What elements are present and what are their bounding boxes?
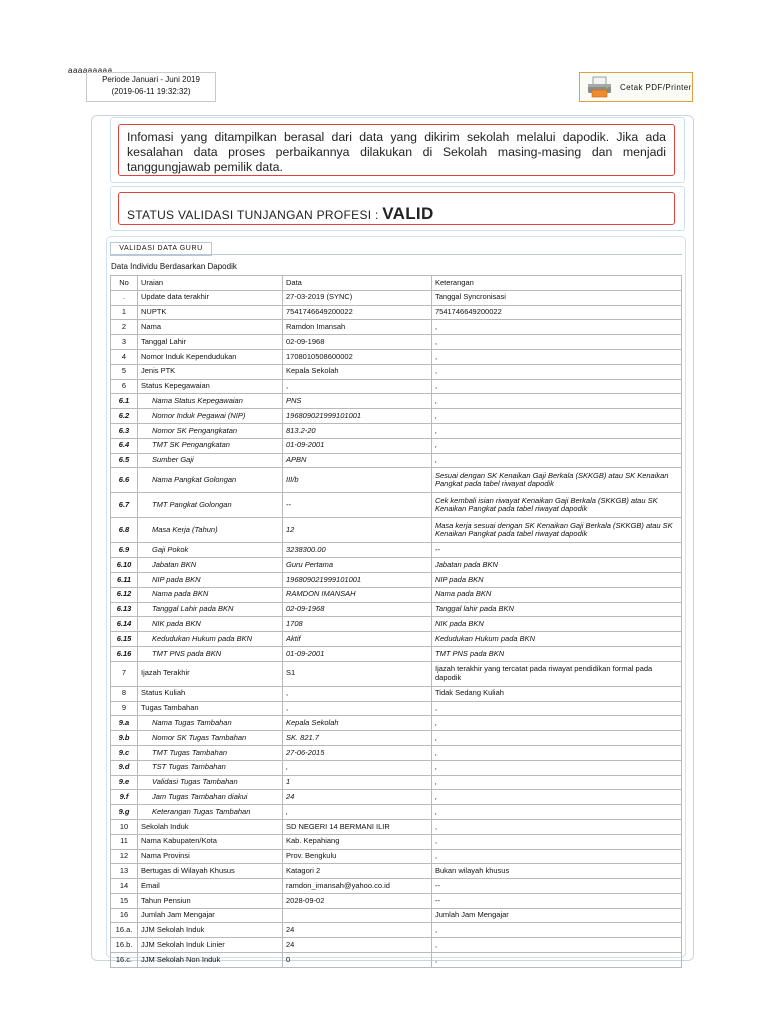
cell-uraian: TST Tugas Tambahan bbox=[138, 760, 283, 775]
cell-uraian: Nama Pangkat Golongan bbox=[138, 468, 283, 493]
cell-data: 02-09-1968 bbox=[283, 335, 432, 350]
status-line bbox=[127, 204, 434, 224]
cell-no: 6 bbox=[111, 379, 138, 394]
cell-uraian: Nama Kabupaten/Kota bbox=[138, 834, 283, 849]
cell-keterangan: NIP pada BKN bbox=[432, 572, 682, 587]
table-header-row bbox=[111, 276, 682, 291]
cell-no: 9.c bbox=[111, 745, 138, 760]
print-pdf-button[interactable] bbox=[579, 72, 693, 102]
cell-uraian: Ijazah Terakhir bbox=[138, 661, 283, 686]
cell-uraian: Tanggal Lahir pada BKN bbox=[138, 602, 283, 617]
table-row bbox=[111, 745, 682, 760]
cell-keterangan: , bbox=[432, 775, 682, 790]
cell-data: -- bbox=[283, 493, 432, 518]
cell-data: Kepala Sekolah bbox=[283, 364, 432, 379]
cell-data: Kab. Kepahiang bbox=[283, 834, 432, 849]
table-row bbox=[111, 572, 682, 587]
table-row bbox=[111, 493, 682, 518]
table-row bbox=[111, 587, 682, 602]
status-box bbox=[118, 192, 675, 225]
cell-keterangan: , bbox=[432, 349, 682, 364]
cell-no: 9.b bbox=[111, 731, 138, 746]
table-row bbox=[111, 893, 682, 908]
cell-data: 27-03-2019 (SYNC) bbox=[283, 290, 432, 305]
cell-data: 02-09-1968 bbox=[283, 602, 432, 617]
status-value: VALID bbox=[382, 204, 434, 223]
table-row bbox=[111, 409, 682, 424]
cell-data: APBN bbox=[283, 453, 432, 468]
cell-uraian: NIK pada BKN bbox=[138, 617, 283, 632]
cell-no: 6.1 bbox=[111, 394, 138, 409]
cell-data: RAMDON IMANSAH bbox=[283, 587, 432, 602]
cell-keterangan: Sesuai dengan SK Kenaikan Gaji Berkala (SKKGB) atau SK Kenaikan Pangkat pada tabel riwayat dapodik bbox=[432, 468, 682, 493]
cell-no: 9.e bbox=[111, 775, 138, 790]
cell-data: Katagori 2 bbox=[283, 864, 432, 879]
cell-uraian: Nomor Induk Pegawai (NIP) bbox=[138, 409, 283, 424]
cell-no: 6.4 bbox=[111, 438, 138, 453]
table-row bbox=[111, 320, 682, 335]
table-row bbox=[111, 364, 682, 379]
cell-keterangan: -- bbox=[432, 543, 682, 558]
cell-data: Prov. Bengkulu bbox=[283, 849, 432, 864]
cell-data: 24 bbox=[283, 938, 432, 953]
cell-uraian: Nama Status Kepegawaian bbox=[138, 394, 283, 409]
period-timestamp: (2019-06-11 19:32:32) bbox=[111, 87, 191, 96]
table-row bbox=[111, 834, 682, 849]
cell-keterangan: Cek kembali isian riwayat Kenaikan Gaji Berkala (SKKGB) atau SK Kenaikan Pangkat pada tabel riwayat dapodik bbox=[432, 493, 682, 518]
table-row bbox=[111, 805, 682, 820]
cell-data: 12 bbox=[283, 518, 432, 543]
cell-no: 6.16 bbox=[111, 646, 138, 661]
table-row bbox=[111, 923, 682, 938]
cell-keterangan: Tidak Sedang Kuliah bbox=[432, 686, 682, 701]
cell-no: 9.d bbox=[111, 760, 138, 775]
cell-uraian: Nomor SK Pengangkatan bbox=[138, 423, 283, 438]
cell-keterangan: -- bbox=[432, 893, 682, 908]
cell-no: 6.2 bbox=[111, 409, 138, 424]
cell-keterangan: , bbox=[432, 701, 682, 716]
top-label: aaaaaaaaa bbox=[68, 66, 113, 75]
header-keterangan: Keterangan bbox=[432, 276, 682, 291]
header-no: No bbox=[111, 276, 138, 291]
cell-keterangan: , bbox=[432, 923, 682, 938]
cell-data: PNS bbox=[283, 394, 432, 409]
table-row bbox=[111, 349, 682, 364]
cell-data: 1708010508600002 bbox=[283, 349, 432, 364]
cell-no: 14 bbox=[111, 879, 138, 894]
table-row bbox=[111, 864, 682, 879]
header-uraian: Uraian bbox=[138, 276, 283, 291]
table-row bbox=[111, 543, 682, 558]
status-label: STATUS VALIDASI TUNJANGAN PROFESI : bbox=[127, 208, 383, 222]
cell-uraian: Nama pada BKN bbox=[138, 587, 283, 602]
cell-data: , bbox=[283, 686, 432, 701]
cell-uraian: Nama Provinsi bbox=[138, 849, 283, 864]
cell-data: 24 bbox=[283, 790, 432, 805]
cell-no: 6.3 bbox=[111, 423, 138, 438]
validation-table bbox=[110, 275, 682, 968]
cell-no: 6.15 bbox=[111, 632, 138, 647]
table-row bbox=[111, 879, 682, 894]
cell-no: 16.a. bbox=[111, 923, 138, 938]
cell-uraian: NUPTK bbox=[138, 305, 283, 320]
cell-keterangan: , bbox=[432, 453, 682, 468]
cell-no: 1 bbox=[111, 305, 138, 320]
cell-no: 12 bbox=[111, 849, 138, 864]
cell-data: 1708 bbox=[283, 617, 432, 632]
cell-keterangan: Kedudukan Hukum pada BKN bbox=[432, 632, 682, 647]
table-row bbox=[111, 518, 682, 543]
table-row bbox=[111, 423, 682, 438]
cell-data: 3238300.00 bbox=[283, 543, 432, 558]
cell-keterangan: Jumlah Jam Mengajar bbox=[432, 908, 682, 923]
cell-data: , bbox=[283, 379, 432, 394]
cell-no: 8 bbox=[111, 686, 138, 701]
cell-uraian: Sekolah Induk bbox=[138, 819, 283, 834]
cell-uraian: Masa Kerja (Tahun) bbox=[138, 518, 283, 543]
table-row bbox=[111, 716, 682, 731]
cell-keterangan: , bbox=[432, 760, 682, 775]
cell-uraian: TMT Pangkat Golongan bbox=[138, 493, 283, 518]
cell-uraian: Bertugas di Wilayah Khusus bbox=[138, 864, 283, 879]
cell-keterangan: , bbox=[432, 745, 682, 760]
table-subtitle: Data Individu Berdasarkan Dapodik bbox=[111, 262, 237, 271]
cell-data: 813.2-20 bbox=[283, 423, 432, 438]
cell-uraian: Jumlah Jam Mengajar bbox=[138, 908, 283, 923]
cell-no: 9.a bbox=[111, 716, 138, 731]
cell-no: 15 bbox=[111, 893, 138, 908]
table-row bbox=[111, 646, 682, 661]
cell-data: 27-06-2015 bbox=[283, 745, 432, 760]
cell-data: 0 bbox=[283, 953, 432, 968]
cell-keterangan: , bbox=[432, 731, 682, 746]
cell-data: 2028-09-02 bbox=[283, 893, 432, 908]
cell-uraian: Tanggal Lahir bbox=[138, 335, 283, 350]
table-row bbox=[111, 335, 682, 350]
table-row bbox=[111, 953, 682, 968]
cell-no: 7 bbox=[111, 661, 138, 686]
cell-keterangan: 7541746649200022 bbox=[432, 305, 682, 320]
cell-no: 6.13 bbox=[111, 602, 138, 617]
table-row bbox=[111, 438, 682, 453]
cell-keterangan: , bbox=[432, 394, 682, 409]
cell-data: Aktif bbox=[283, 632, 432, 647]
cell-keterangan: , bbox=[432, 834, 682, 849]
cell-no: 6.12 bbox=[111, 587, 138, 602]
cell-no: 10 bbox=[111, 819, 138, 834]
cell-keterangan: , bbox=[432, 335, 682, 350]
cell-uraian: Status Kuliah bbox=[138, 686, 283, 701]
table-row bbox=[111, 453, 682, 468]
cell-uraian: Keterangan Tugas Tambahan bbox=[138, 805, 283, 820]
table-row bbox=[111, 394, 682, 409]
cell-data: 01-09-2001 bbox=[283, 646, 432, 661]
table-row bbox=[111, 908, 682, 923]
cell-keterangan: , bbox=[432, 938, 682, 953]
cell-data: , bbox=[283, 701, 432, 716]
cell-data: SD NEGERI 14 BERMANI ILIR bbox=[283, 819, 432, 834]
cell-no: . bbox=[111, 290, 138, 305]
cell-no: 16.c. bbox=[111, 953, 138, 968]
cell-keterangan: , bbox=[432, 849, 682, 864]
table-row bbox=[111, 290, 682, 305]
cell-uraian: Nama Tugas Tambahan bbox=[138, 716, 283, 731]
cell-keterangan: , bbox=[432, 790, 682, 805]
cell-data bbox=[283, 908, 432, 923]
cell-keterangan: , bbox=[432, 379, 682, 394]
cell-no: 6.6 bbox=[111, 468, 138, 493]
cell-keterangan: Bukan wilayah khusus bbox=[432, 864, 682, 879]
cell-uraian: Sumber Gaji bbox=[138, 453, 283, 468]
cell-keterangan: Tanggal lahir pada BKN bbox=[432, 602, 682, 617]
cell-keterangan: Ijazah terakhir yang tercatat pada riwayat pendidikan formal pada dapodik bbox=[432, 661, 682, 686]
cell-no: 4 bbox=[111, 349, 138, 364]
cell-uraian: JJM Sekolah Induk bbox=[138, 923, 283, 938]
period-box bbox=[86, 72, 216, 102]
table-row bbox=[111, 632, 682, 647]
printer-icon bbox=[586, 76, 613, 98]
cell-uraian: Jam Tugas Tambahan diakui bbox=[138, 790, 283, 805]
cell-keterangan: Tanggal Syncronisasi bbox=[432, 290, 682, 305]
tab-validasi-data-guru[interactable]: VALIDASI DATA GURU bbox=[110, 242, 212, 256]
table-row bbox=[111, 760, 682, 775]
cell-data: 196809021999101001 bbox=[283, 572, 432, 587]
table-row bbox=[111, 938, 682, 953]
table-row bbox=[111, 686, 682, 701]
cell-data: S1 bbox=[283, 661, 432, 686]
table-row bbox=[111, 731, 682, 746]
cell-no: 6.11 bbox=[111, 572, 138, 587]
cell-uraian: JJM Sekolah Induk Linier bbox=[138, 938, 283, 953]
table-row bbox=[111, 790, 682, 805]
cell-keterangan: , bbox=[432, 716, 682, 731]
cell-data: Kepala Sekolah bbox=[283, 716, 432, 731]
cell-uraian: TMT SK Pengangkatan bbox=[138, 438, 283, 453]
cell-uraian: NIP pada BKN bbox=[138, 572, 283, 587]
table-row bbox=[111, 305, 682, 320]
table-row bbox=[111, 819, 682, 834]
header-data: Data bbox=[283, 276, 432, 291]
table-row bbox=[111, 849, 682, 864]
cell-uraian: Kedudukan Hukum pada BKN bbox=[138, 632, 283, 647]
cell-keterangan: , bbox=[432, 805, 682, 820]
cell-uraian: Validasi Tugas Tambahan bbox=[138, 775, 283, 790]
cell-keterangan: -- bbox=[432, 879, 682, 894]
cell-no: 6.9 bbox=[111, 543, 138, 558]
cell-uraian: Status Kepegawaian bbox=[138, 379, 283, 394]
cell-keterangan: , bbox=[432, 364, 682, 379]
cell-data: 1 bbox=[283, 775, 432, 790]
cell-data: Ramdon Imansah bbox=[283, 320, 432, 335]
cell-keterangan: Jabatan pada BKN bbox=[432, 558, 682, 573]
table-row bbox=[111, 468, 682, 493]
table-row bbox=[111, 602, 682, 617]
cell-data: SK. 821.7 bbox=[283, 731, 432, 746]
cell-no: 5 bbox=[111, 364, 138, 379]
cell-uraian: Nama bbox=[138, 320, 283, 335]
cell-data: , bbox=[283, 760, 432, 775]
cell-no: 3 bbox=[111, 335, 138, 350]
cell-no: 6.5 bbox=[111, 453, 138, 468]
cell-data: 24 bbox=[283, 923, 432, 938]
table-row bbox=[111, 701, 682, 716]
period-range: Periode Januari - Juni 2019 bbox=[102, 75, 200, 84]
cell-no: 11 bbox=[111, 834, 138, 849]
cell-no: 2 bbox=[111, 320, 138, 335]
cell-keterangan: , bbox=[432, 409, 682, 424]
cell-uraian: Nomor SK Tugas Tambahan bbox=[138, 731, 283, 746]
cell-no: 9 bbox=[111, 701, 138, 716]
cell-keterangan: , bbox=[432, 438, 682, 453]
cell-keterangan: , bbox=[432, 423, 682, 438]
cell-uraian: TMT Tugas Tambahan bbox=[138, 745, 283, 760]
cell-no: 9.g bbox=[111, 805, 138, 820]
cell-data: Guru Pertama bbox=[283, 558, 432, 573]
cell-no: 16 bbox=[111, 908, 138, 923]
cell-uraian: Jabatan BKN bbox=[138, 558, 283, 573]
cell-uraian: Jenis PTK bbox=[138, 364, 283, 379]
table-row bbox=[111, 617, 682, 632]
cell-uraian: TMT PNS pada BKN bbox=[138, 646, 283, 661]
cell-data: 196809021999101001 bbox=[283, 409, 432, 424]
cell-uraian: Nomor Induk Kependudukan bbox=[138, 349, 283, 364]
cell-keterangan: , bbox=[432, 953, 682, 968]
cell-keterangan: Nama pada BKN bbox=[432, 587, 682, 602]
print-button-label: Cetak PDF/Printer bbox=[620, 83, 692, 92]
cell-keterangan: , bbox=[432, 819, 682, 834]
cell-keterangan: NIK pada BKN bbox=[432, 617, 682, 632]
cell-no: 6.7 bbox=[111, 493, 138, 518]
cell-uraian: Email bbox=[138, 879, 283, 894]
cell-keterangan: , bbox=[432, 320, 682, 335]
cell-no: 6.10 bbox=[111, 558, 138, 573]
table-row bbox=[111, 661, 682, 686]
table-row bbox=[111, 775, 682, 790]
cell-data: 7541746649200022 bbox=[283, 305, 432, 320]
cell-keterangan: Masa kerja sesuai dengan SK Kenaikan Gaji Berkala (SKKGB) atau SK Kenaikan Pangkat pada tabel riwayat dapodik bbox=[432, 518, 682, 543]
cell-uraian: Tahun Pensiun bbox=[138, 893, 283, 908]
cell-uraian: Gaji Pokok bbox=[138, 543, 283, 558]
cell-data: ramdon_imansah@yahoo.co.id bbox=[283, 879, 432, 894]
cell-uraian: Update data terakhir bbox=[138, 290, 283, 305]
cell-no: 9.f bbox=[111, 790, 138, 805]
cell-no: 16.b. bbox=[111, 938, 138, 953]
cell-no: 6.8 bbox=[111, 518, 138, 543]
info-message: Infomasi yang ditampilkan berasal dari data yang dikirim sekolah melalui dapodik. Jika ada kesalahan data proses perbaikannya dilakukan di Sekolah masing-masing dan menjadi tanggungjawab pemilik data. bbox=[118, 124, 675, 176]
table-row bbox=[111, 558, 682, 573]
cell-no: 13 bbox=[111, 864, 138, 879]
cell-uraian: JJM Sekolah Non Induk bbox=[138, 953, 283, 968]
cell-data: III/b bbox=[283, 468, 432, 493]
tab-underline bbox=[110, 254, 682, 255]
cell-uraian: Tugas Tambahan bbox=[138, 701, 283, 716]
cell-data: , bbox=[283, 805, 432, 820]
cell-data: 01-09-2001 bbox=[283, 438, 432, 453]
cell-keterangan: TMT PNS pada BKN bbox=[432, 646, 682, 661]
table-row bbox=[111, 379, 682, 394]
cell-no: 6.14 bbox=[111, 617, 138, 632]
